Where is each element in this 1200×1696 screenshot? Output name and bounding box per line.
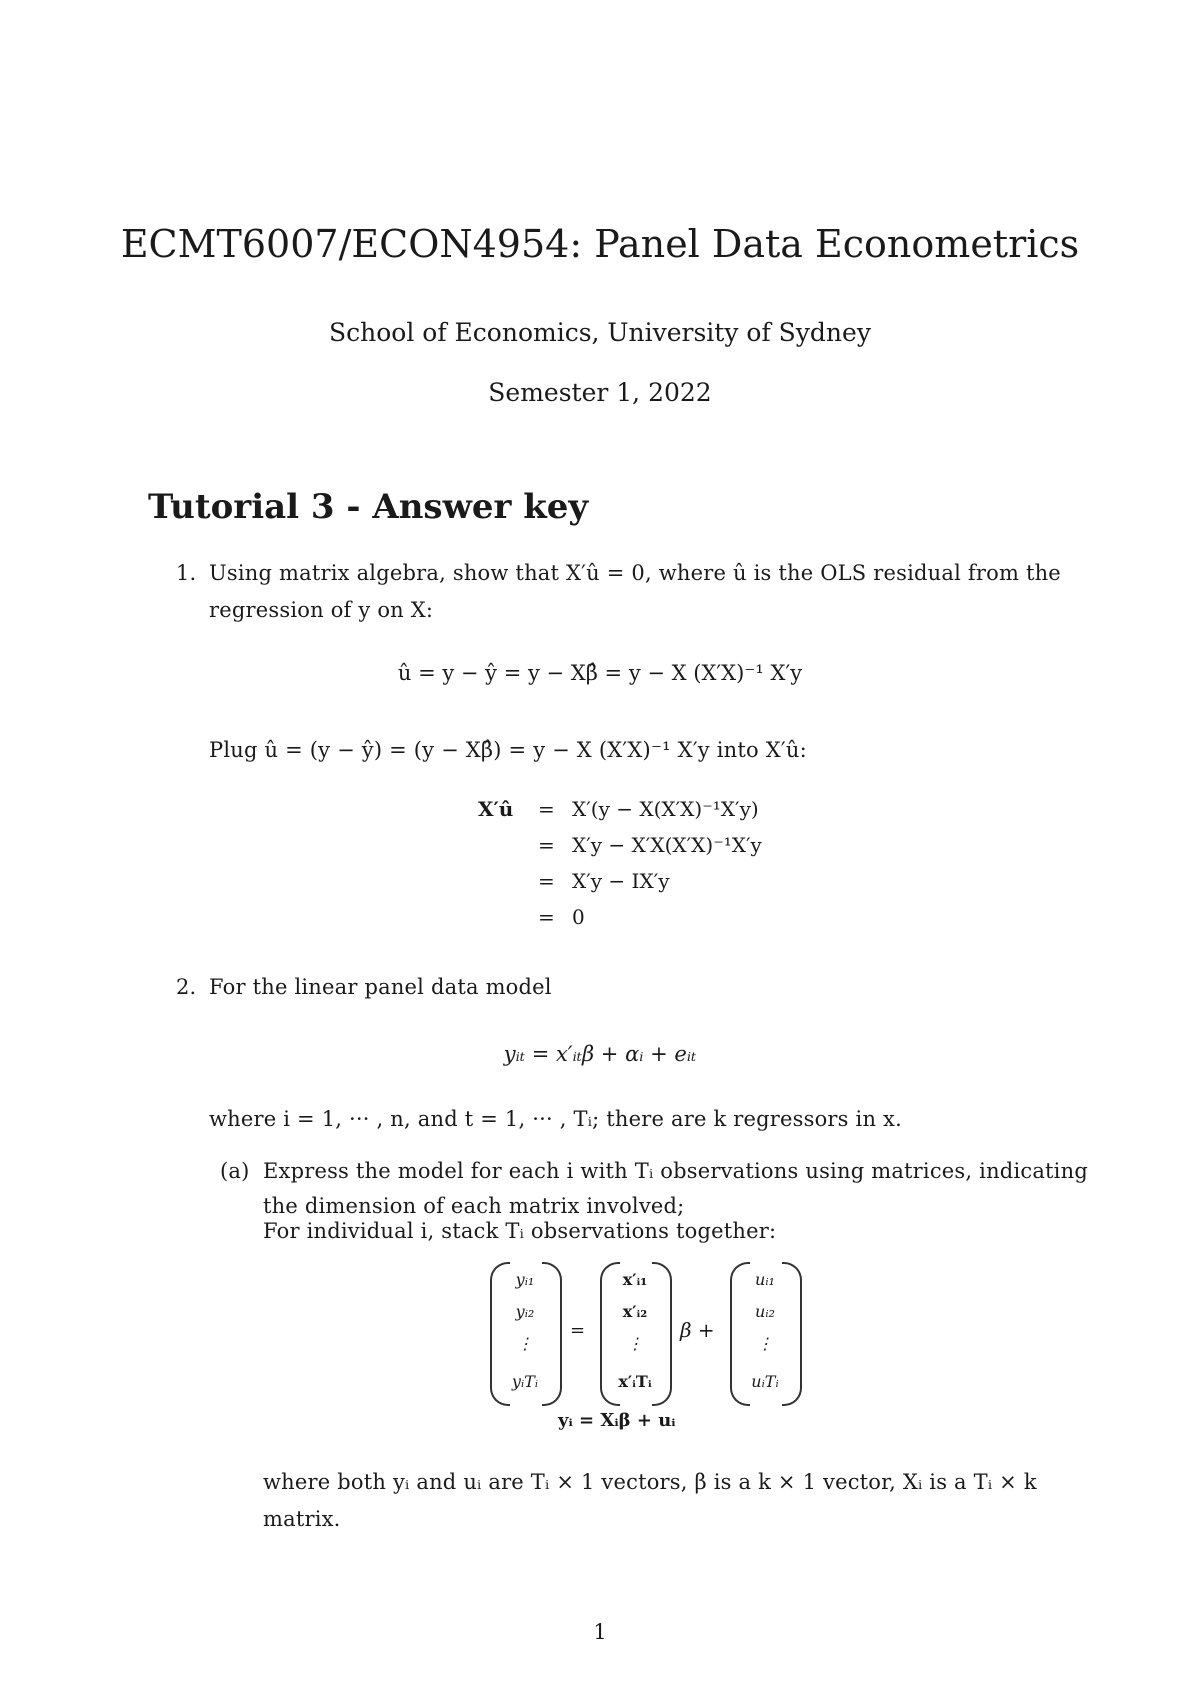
matrix-cell: x′ᵢ₁	[622, 1270, 648, 1289]
matrix-cell: yᵢTᵢ	[511, 1372, 539, 1391]
q1-text-line2: regression of y on X:	[209, 598, 434, 622]
matrix-cell: yᵢ₁	[515, 1270, 535, 1289]
document-title: ECMT6007/ECON4954: Panel Data Econometrics	[120, 222, 1080, 266]
derivation-row: X′y − X′X(X′X)⁻¹X′y	[572, 833, 762, 857]
right-paren	[542, 1262, 562, 1406]
matrix-cell: uᵢ₂	[755, 1302, 775, 1321]
right-paren	[652, 1262, 672, 1406]
q1-main-equation: û = y − ŷ = y − Xβ̂ = y − X (X′X)⁻¹ X′y	[397, 661, 803, 685]
q2a-closing-line2: matrix.	[263, 1507, 341, 1531]
q2-number: 2.	[176, 975, 197, 999]
q2a-line2: the dimension of each matrix involved;	[263, 1194, 685, 1218]
matrix-cell: ⋮	[627, 1334, 643, 1353]
derivation-eq-sign: =	[538, 869, 555, 893]
section-title: Tutorial 3 - Answer key	[148, 487, 589, 527]
derivation-eq-sign: =	[538, 797, 555, 821]
q1-text-line1: Using matrix algebra, show that X′û = 0, where û is the OLS residual from the	[209, 561, 1061, 585]
page-number: 1	[593, 1620, 607, 1644]
q2a-closing-line1: where both yᵢ and uᵢ are Tᵢ × 1 vectors, β is a k × 1 vector, Xᵢ is a Tᵢ × k	[263, 1470, 1037, 1494]
derivation-eq-sign: =	[538, 905, 555, 929]
stacked-matrix-equation	[490, 1262, 830, 1402]
derivation-row: 0	[572, 905, 585, 929]
q2a-line1: Express the model for each i with Tᵢ observations using matrices, indicating	[263, 1159, 1088, 1183]
q2a-label: (a)	[220, 1159, 250, 1183]
matrix-cell: ⋮	[517, 1334, 533, 1353]
q2a-line3: For individual i, stack Tᵢ observations together:	[263, 1219, 777, 1243]
matrix-cell: uᵢTᵢ	[751, 1372, 779, 1391]
q2-model-equation: yᵢₜ = x′ᵢₜβ + αᵢ + eᵢₜ	[503, 1042, 697, 1066]
q2-intro: For the linear panel data model	[209, 975, 552, 999]
matrix-cell: uᵢ₁	[755, 1270, 775, 1289]
beta-plus: β +	[680, 1318, 715, 1342]
right-paren	[782, 1262, 802, 1406]
derivation-eq-sign: =	[538, 833, 555, 857]
document-subtitle: School of Economics, University of Sydney	[329, 318, 871, 347]
semester-line: Semester 1, 2022	[488, 378, 712, 407]
q2-where-line: where i = 1, ··· , n, and t = 1, ··· , Tᵢ; there are k regressors in x.	[209, 1107, 902, 1131]
matrix-cell: ⋮	[757, 1334, 773, 1353]
compact-equation: yᵢ = Xᵢβ + uᵢ	[558, 1410, 676, 1431]
derivation-row: X′y − IX′y	[572, 869, 670, 893]
q1-plug-line: Plug û = (y − ŷ) = (y − Xβ̂) = y − X (X′X)⁻¹ X′y into X′û:	[209, 738, 807, 762]
matrix-cell: x′ᵢTᵢ	[618, 1372, 652, 1391]
derivation-lhs: X′û	[478, 797, 514, 821]
derivation-row: X′(y − X(X′X)⁻¹X′y)	[572, 797, 759, 821]
matrix-cell: yᵢ₂	[515, 1302, 535, 1321]
matrix-equals: =	[570, 1320, 586, 1341]
q1-number: 1.	[176, 561, 197, 585]
matrix-cell: x′ᵢ₂	[622, 1302, 648, 1321]
